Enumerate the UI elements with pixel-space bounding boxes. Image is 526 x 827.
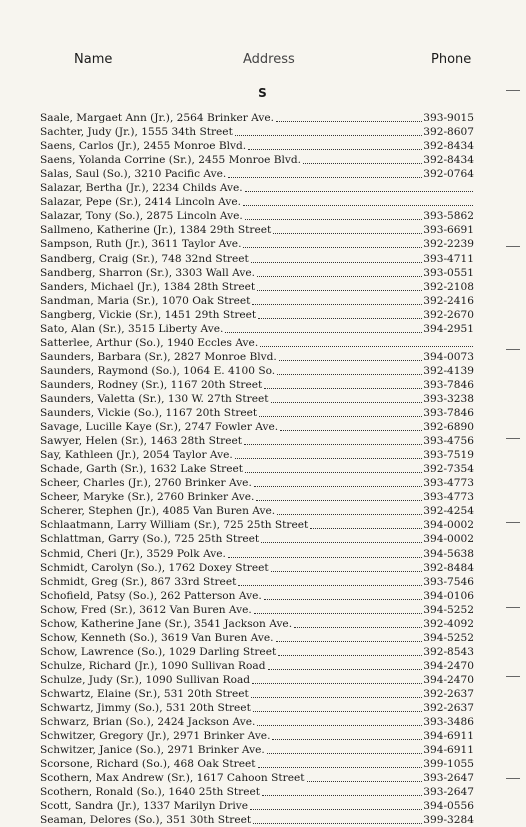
entry-phone: 394-0002 bbox=[423, 533, 474, 546]
entry-name-address: Sachter, Judy (Jr.), 1555 34th Street bbox=[40, 126, 233, 139]
entry-name-address: Schwitzer, Gregory (Jr.), 2971 Brinker Ave. bbox=[40, 730, 271, 743]
directory-entry bbox=[40, 336, 474, 350]
entry-phone: 392-6890 bbox=[423, 421, 474, 434]
dot-leader bbox=[277, 514, 422, 515]
entry-phone: 393-9015 bbox=[423, 112, 474, 125]
directory-entry bbox=[40, 223, 474, 237]
entry-phone: 394-2951 bbox=[423, 322, 474, 335]
directory-entry bbox=[40, 350, 474, 364]
entry-phone: 393-7546 bbox=[423, 575, 474, 588]
margin-mark bbox=[506, 607, 520, 608]
directory-entry bbox=[40, 476, 474, 490]
entry-name-address: Schlaatmann, Larry William (Sr.), 725 25th Street bbox=[40, 519, 309, 532]
directory-entry bbox=[40, 251, 474, 265]
directory-entry bbox=[40, 195, 474, 209]
dot-leader bbox=[271, 402, 423, 403]
directory-entry bbox=[40, 139, 474, 153]
entry-phone: 393-5862 bbox=[423, 210, 474, 223]
directory-entry bbox=[40, 532, 474, 546]
entry-name-address: Sandberg, Craig (Sr.), 748 32nd Street bbox=[40, 252, 249, 265]
entry-name-address: Sandman, Maria (Sr.), 1070 Oak Street bbox=[40, 294, 251, 307]
entry-phone: 393-6691 bbox=[423, 224, 474, 237]
entry-phone: 393-4773 bbox=[423, 491, 474, 504]
directory-entry bbox=[40, 715, 474, 729]
directory-entry bbox=[40, 392, 474, 406]
directory-entry bbox=[40, 406, 474, 420]
margin-mark bbox=[506, 349, 520, 350]
entry-name-address: Scothern, Ronald (So.), 1640 25th Street bbox=[40, 786, 261, 799]
directory-entry bbox=[40, 546, 474, 560]
dot-leader bbox=[235, 135, 422, 136]
entry-name-address: Schmidt, Carolyn (So.), 1762 Doxey Street bbox=[40, 561, 269, 574]
directory-entry bbox=[40, 209, 474, 223]
directory-entry bbox=[40, 308, 474, 322]
entry-name-address: Schwartz, Elaine (Sr.), 531 20th Street bbox=[40, 687, 249, 700]
directory-entry bbox=[40, 364, 474, 378]
entry-name-address: Salas, Saul (So.), 3210 Pacific Ave. bbox=[40, 168, 227, 181]
dot-leader bbox=[245, 191, 473, 192]
entry-phone: 392-7354 bbox=[423, 463, 474, 476]
entry-name-address: Schmidt, Greg (Sr.), 867 33rd Street bbox=[40, 575, 237, 588]
entry-name-address: Schmid, Cheri (Jr.), 3529 Polk Ave. bbox=[40, 547, 226, 560]
directory-entry bbox=[40, 504, 474, 518]
entry-name-address: Scothern, Max Andrew (Sr.), 1617 Cahoon Street bbox=[40, 772, 305, 785]
directory-entry bbox=[40, 673, 474, 687]
directory-entry bbox=[40, 757, 474, 771]
dot-leader bbox=[248, 149, 422, 150]
entry-phone: 393-4773 bbox=[423, 477, 474, 490]
directory-entry bbox=[40, 771, 474, 785]
dot-leader bbox=[303, 163, 422, 164]
entry-name-address: Saunders, Rodney (Sr.), 1167 20th Street bbox=[40, 378, 263, 391]
dot-leader bbox=[273, 233, 422, 234]
entry-phone: 394-6911 bbox=[423, 744, 474, 757]
entry-phone: 393-2647 bbox=[423, 786, 474, 799]
entry-name-address: Saunders, Raymond (So.), 1064 E. 4100 So. bbox=[40, 364, 276, 377]
dot-leader bbox=[264, 599, 423, 600]
dot-leader bbox=[278, 655, 422, 656]
directory-entry bbox=[40, 743, 474, 757]
entry-phone: 394-5638 bbox=[423, 547, 474, 560]
directory-entry bbox=[40, 575, 474, 589]
margin-mark bbox=[506, 246, 520, 247]
entry-phone: 394-2470 bbox=[423, 659, 474, 672]
entry-phone: 392-4254 bbox=[423, 505, 474, 518]
dot-leader bbox=[228, 177, 422, 178]
entry-phone: 394-0073 bbox=[423, 350, 474, 363]
directory-entry bbox=[40, 153, 474, 167]
directory-entry bbox=[40, 280, 474, 294]
dot-leader bbox=[276, 121, 422, 122]
entry-name-address: Scheer, Maryke (Sr.), 2760 Brinker Ave. bbox=[40, 491, 255, 504]
entry-name-address: Schwartz, Jimmy (So.), 531 20th Street bbox=[40, 702, 251, 715]
dot-leader bbox=[310, 528, 422, 529]
directory-entry bbox=[40, 518, 474, 532]
directory-entry bbox=[40, 378, 474, 392]
entry-phone: 392-2416 bbox=[423, 294, 474, 307]
dot-leader bbox=[254, 613, 422, 614]
entry-phone: 393-7519 bbox=[423, 449, 474, 462]
section-letter: S bbox=[258, 86, 268, 100]
entry-phone: 393-3238 bbox=[423, 392, 474, 405]
dot-leader bbox=[280, 430, 422, 431]
entry-phone: 392-2108 bbox=[423, 280, 474, 293]
dot-leader bbox=[268, 669, 423, 670]
entry-phone: 393-2647 bbox=[423, 772, 474, 785]
entry-phone: 399-1055 bbox=[423, 758, 474, 771]
dot-leader bbox=[260, 346, 473, 347]
entry-name-address: Sanders, Michael (Jr.), 1384 28th Street bbox=[40, 280, 256, 293]
entry-phone: 392-8607 bbox=[423, 126, 474, 139]
directory-entry bbox=[40, 448, 474, 462]
entry-name-address: Schulze, Richard (Jr.), 1090 Sullivan Road bbox=[40, 659, 266, 672]
entry-name-address: Schade, Garth (Sr.), 1632 Lake Street bbox=[40, 463, 244, 476]
entry-name-address: Sawyer, Helen (Sr.), 1463 28th Street bbox=[40, 435, 243, 448]
entry-name-address: Schwarz, Brian (So.), 2424 Jackson Ave. bbox=[40, 716, 256, 729]
directory-entry bbox=[40, 111, 474, 125]
entry-name-address: Saunders, Vickie (So.), 1167 20th Street bbox=[40, 407, 258, 420]
entry-phone: 393-0551 bbox=[423, 266, 474, 279]
dot-leader bbox=[252, 683, 422, 684]
entry-name-address: Scott, Sandra (Jr.), 1337 Marilyn Drive bbox=[40, 800, 248, 813]
entry-name-address: Schow, Lawrence (So.), 1029 Darling Street bbox=[40, 645, 277, 658]
entry-phone: 393-4756 bbox=[423, 435, 474, 448]
entry-name-address: Schow, Fred (Sr.), 3612 Van Buren Ave. bbox=[40, 603, 252, 616]
directory-entry bbox=[40, 799, 474, 813]
entry-name-address: Sampson, Ruth (Jr.), 3611 Taylor Ave. bbox=[40, 238, 242, 251]
dot-leader bbox=[272, 739, 422, 740]
entry-name-address: Sallmeno, Katherine (Jr.), 1384 29th Street bbox=[40, 224, 272, 237]
entry-name-address: Sandberg, Sharron (Sr.), 3303 Wall Ave. bbox=[40, 266, 256, 279]
dot-leader bbox=[264, 388, 422, 389]
entry-phone: 394-5252 bbox=[423, 603, 474, 616]
entry-phone: 399-3284 bbox=[423, 814, 474, 827]
address-column-header: Address bbox=[243, 52, 295, 67]
entry-name-address: Scheer, Charles (Jr.), 2760 Brinker Ave. bbox=[40, 477, 252, 490]
entry-name-address: Schlattman, Garry (So.), 725 25th Street bbox=[40, 533, 260, 546]
entry-name-address: Salazar, Bertha (Jr.), 2234 Childs Ave. bbox=[40, 182, 243, 195]
entry-phone: 392-0764 bbox=[423, 168, 474, 181]
entry-name-address: Saunders, Barbara (Sr.), 2827 Monroe Blvd. bbox=[40, 350, 277, 363]
dot-leader bbox=[225, 332, 422, 333]
dot-leader bbox=[245, 472, 422, 473]
entry-phone: 394-2470 bbox=[423, 673, 474, 686]
directory-entry bbox=[40, 462, 474, 476]
entry-name-address: Saens, Carlos (Jr.), 2455 Monroe Blvd. bbox=[40, 140, 247, 153]
phone-column-header: Phone bbox=[431, 52, 472, 67]
directory-entry bbox=[40, 631, 474, 645]
directory-entry bbox=[40, 294, 474, 308]
directory-entry bbox=[40, 561, 474, 575]
entry-name-address: Seaman, Delores (So.), 351 30th Street bbox=[40, 814, 252, 827]
directory-entry bbox=[40, 659, 474, 673]
dot-leader bbox=[259, 416, 422, 417]
entry-name-address: Scorsone, Richard (So.), 468 Oak Street bbox=[40, 758, 256, 771]
entry-phone: 392-8484 bbox=[423, 561, 474, 574]
entry-name-address: Schulze, Judy (Sr.), 1090 Sullivan Road bbox=[40, 673, 251, 686]
directory-entry bbox=[40, 167, 474, 181]
dot-leader bbox=[250, 809, 422, 810]
entry-phone: 394-5252 bbox=[423, 631, 474, 644]
margin-mark bbox=[506, 522, 520, 523]
entry-name-address: Sangberg, Vickie (Sr.), 1451 29th Street bbox=[40, 308, 257, 321]
dot-leader bbox=[257, 290, 422, 291]
directory-entry bbox=[40, 645, 474, 659]
dot-leader bbox=[243, 205, 473, 206]
entry-phone: 392-8434 bbox=[423, 140, 474, 153]
dot-leader bbox=[279, 360, 422, 361]
margin-mark bbox=[506, 676, 520, 677]
dot-leader bbox=[277, 374, 422, 375]
entry-name-address: Saens, Yolanda Corrine (Sr.), 2455 Monroe Blvd. bbox=[40, 154, 302, 167]
entry-phone: 392-4139 bbox=[423, 364, 474, 377]
dot-leader bbox=[262, 795, 422, 796]
dot-leader bbox=[307, 781, 423, 782]
directory-entry bbox=[40, 490, 474, 504]
entry-name-address: Savage, Lucille Kaye (Sr.), 2747 Fowler Ave. bbox=[40, 421, 279, 434]
dot-leader bbox=[238, 585, 422, 586]
entry-name-address: Schow, Kenneth (So.), 3619 Van Buren Ave. bbox=[40, 631, 274, 644]
directory-list bbox=[40, 111, 474, 827]
entry-phone: 392-2239 bbox=[423, 238, 474, 251]
directory-entry bbox=[40, 434, 474, 448]
column-header-row bbox=[0, 52, 526, 70]
entry-name-address: Scherer, Stephen (Jr.), 4085 Van Buren Ave. bbox=[40, 505, 276, 518]
entry-name-address: Salazar, Tony (So.), 2875 Lincoln Ave. bbox=[40, 210, 243, 223]
dot-leader bbox=[267, 753, 423, 754]
entry-name-address: Schofield, Patsy (So.), 262 Patterson Ave. bbox=[40, 589, 262, 602]
margin-mark bbox=[506, 90, 520, 91]
entry-phone: 392-8434 bbox=[423, 154, 474, 167]
entry-phone: 394-6911 bbox=[423, 730, 474, 743]
dot-leader bbox=[257, 725, 422, 726]
entry-phone: 392-2637 bbox=[423, 687, 474, 700]
entry-phone: 392-2637 bbox=[423, 702, 474, 715]
dot-leader bbox=[257, 276, 422, 277]
dot-leader bbox=[252, 304, 422, 305]
entry-phone: 393-7846 bbox=[423, 407, 474, 420]
directory-entry bbox=[40, 181, 474, 195]
directory-entry bbox=[40, 813, 474, 827]
dot-leader bbox=[253, 711, 422, 712]
dot-leader bbox=[261, 542, 422, 543]
dot-leader bbox=[251, 262, 422, 263]
entry-name-address: Say, Kathleen (Jr.), 2054 Taylor Ave. bbox=[40, 449, 233, 462]
entry-phone: 393-4711 bbox=[423, 252, 474, 265]
dot-leader bbox=[254, 486, 422, 487]
dot-leader bbox=[228, 557, 422, 558]
dot-leader bbox=[235, 458, 422, 459]
directory-entry bbox=[40, 266, 474, 280]
directory-entry bbox=[40, 701, 474, 715]
dot-leader bbox=[245, 219, 423, 220]
directory-entry bbox=[40, 125, 474, 139]
directory-entry bbox=[40, 687, 474, 701]
directory-entry bbox=[40, 420, 474, 434]
entry-phone: 392-4092 bbox=[423, 617, 474, 630]
entry-name-address: Sato, Alan (Sr.), 3515 Liberty Ave. bbox=[40, 322, 224, 335]
dot-leader bbox=[251, 697, 422, 698]
dot-leader bbox=[244, 444, 422, 445]
entry-name-address: Saunders, Valetta (Sr.), 130 W. 27th Street bbox=[40, 392, 269, 405]
entry-name-address: Schow, Katherine Jane (Sr.), 3541 Jackson Ave. bbox=[40, 617, 293, 630]
dot-leader bbox=[243, 247, 422, 248]
entry-phone: 394-0556 bbox=[423, 800, 474, 813]
margin-mark bbox=[506, 438, 520, 439]
entry-phone: 394-0002 bbox=[423, 519, 474, 532]
entry-phone: 393-3486 bbox=[423, 716, 474, 729]
directory-entry bbox=[40, 729, 474, 743]
entry-phone: 392-2670 bbox=[423, 308, 474, 321]
dot-leader bbox=[294, 627, 422, 628]
directory-entry bbox=[40, 603, 474, 617]
entry-phone: 392-8543 bbox=[423, 645, 474, 658]
name-column-header: Name bbox=[74, 52, 113, 67]
margin-mark bbox=[506, 778, 520, 779]
dot-leader bbox=[258, 767, 423, 768]
dot-leader bbox=[258, 318, 422, 319]
entry-name-address: Schwitzer, Janice (So.), 2971 Brinker Ave. bbox=[40, 744, 265, 757]
entry-phone: 394-0106 bbox=[423, 589, 474, 602]
dot-leader bbox=[253, 823, 422, 824]
dot-leader bbox=[276, 641, 423, 642]
entry-name-address: Saale, Margaet Ann (Jr.), 2564 Brinker Ave. bbox=[40, 112, 275, 125]
directory-entry bbox=[40, 785, 474, 799]
directory-entry bbox=[40, 237, 474, 251]
entry-name-address: Salazar, Pepe (Sr.), 2414 Lincoln Ave. bbox=[40, 196, 241, 209]
directory-entry bbox=[40, 617, 474, 631]
directory-entry bbox=[40, 589, 474, 603]
dot-leader bbox=[256, 500, 422, 501]
directory-entry bbox=[40, 322, 474, 336]
dot-leader bbox=[271, 571, 423, 572]
entry-name-address: Satterlee, Arthur (So.), 1940 Eccles Ave. bbox=[40, 336, 259, 349]
entry-phone: 393-7846 bbox=[423, 378, 474, 391]
